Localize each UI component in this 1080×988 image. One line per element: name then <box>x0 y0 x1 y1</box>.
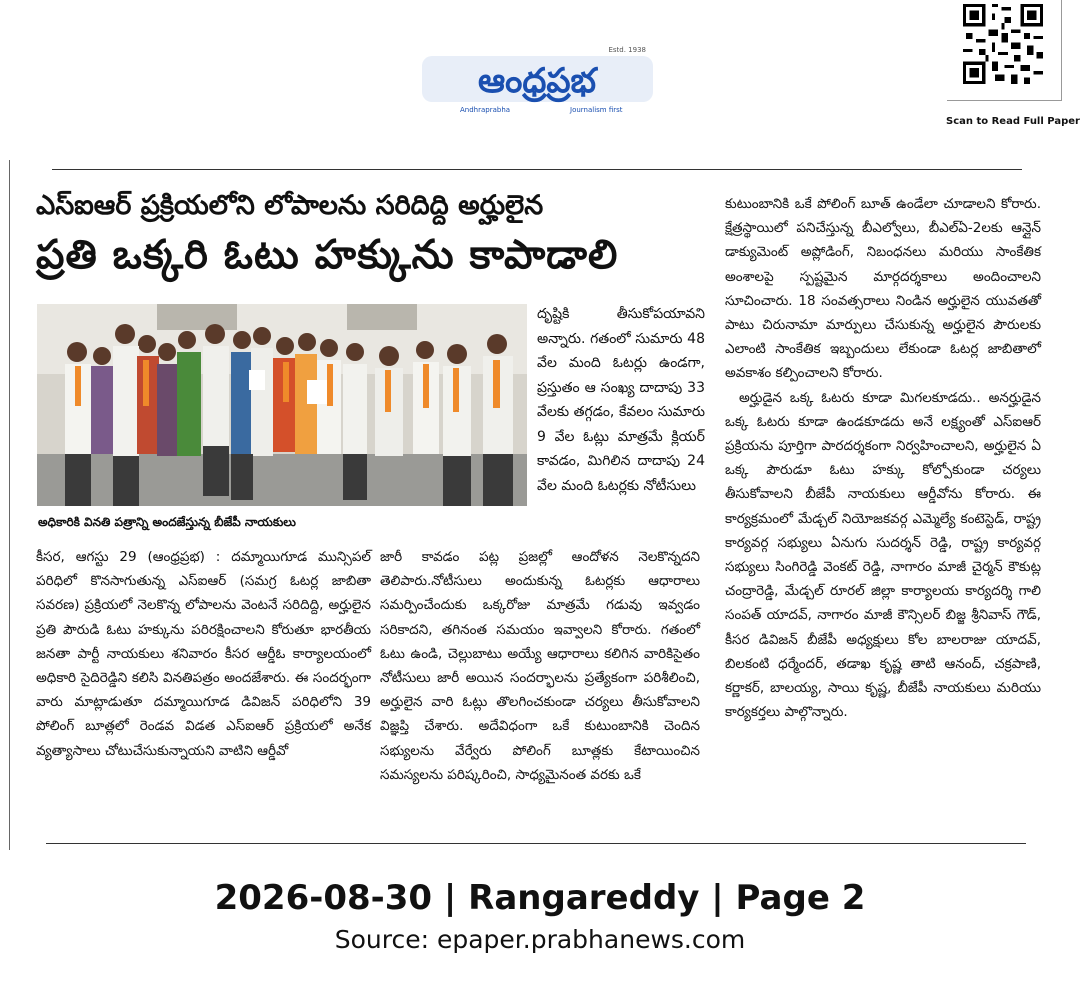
article-paragraph: కుటుంబానికి ఒకే పోలింగ్ బూత్ ఉండేలా చూడాలని కోరారు. క్షేత్రస్థాయిలో పనిచేస్తున్న బీఎల్వోలు, బీఎల్ఏ-2లకు ఆన్లైన్ డాక్యుమెంట్ అప్లోడింగ్, నిబంధనలు మరియు సాంకేతిక అంశాలపై స్పష్టమైన మార్గదర్శకాలు అందించాలని సూచించారు. 18 సంవత్సరాలు నిండిన అర్హులైన యువతతో పాటు చిరునామా మార్పులు చేసుకున్న అర్హులైన పౌరులకు ఎలాంటి సాంకేతిక ఇబ్బందులు లేకుండా ఓటర్ల జాబితాలో అవకాశం కల్పించాలని కోరారు. <box>725 196 1041 382</box>
masthead <box>0 0 1080 150</box>
article-column-1 <box>537 302 705 498</box>
source-line: Source: epaper.prabhanews.com <box>334 925 746 954</box>
edition-date-line: 2026-08-30 | Rangareddy | Page 2 <box>214 878 866 918</box>
article-paragraph: జారీ కావడం పట్ల ప్రజల్లో ఆందోళన నెలకొన్నదని తెలిపారు.నోటీసులు అందుకున్న ఓటర్లకు ఆధారాలు సమర్పించేందుకు ఒక్కరోజు మాత్రమే గడువు ఇవ్వడం సరికాదని, తగినంత సమయం ఇవ్వాలని కోరారు. గతంలో ఓటు ఉండి, చెల్లుబాటు అయ్యే ఆధారాలు కలిగిన వారికిసైతం నోటీసులు జారీ అయిన సందర్భాలను ప్రత్యేకంగా పరిశీలించి, అర్హులైన వారి ఓట్లు తొలగించకుండా చర్యలు తీసుకోవాలని విజ్ఞప్తి చేశారు. అదేవిధంగా ఒకే కుటుంబానికి చెందిన సభ్యులను వేర్వేరు పోలింగ్ బూత్లకు కేటాయించిన సమస్యలను పరిష్కరించి, సాధ్యమైనంత వరకు ఒకే <box>380 549 700 783</box>
article-paragraph: అర్హుడైన ఒక్క ఓటరు కూడా మిగలకూడదు.. అనర్హుడైన ఒక్క ఓటరు కూడా ఉండకూడదు అనే లక్ష్యంతో ఎస్ఐఆర్ ప్రక్రియను పూర్తిగా పారదర్శకంగా నిర్వహించాలని, అర్హులైన ఏ ఒక్క పౌరుడూ ఓటు హక్కు కోల్పోకుండా చర్యలు తీసుకోవాలని బీజేపీ నాయకులు ఆర్డీవోను కోరారు. ఈ కార్యక్రమంలో మేడ్చల్ నియోజకవర్గ ఎమ్మెల్యే కంటెస్టెడ్, రాష్ట్ర కార్యవర్గ సభ్యులు ఏనుగు సుదర్శన్ రెడ్డి, రాష్ట్ర కార్యవర్గ సభ్యులు సింగిరెడ్డి వెంకట్ రెడ్డి, నాగారం మాజీ చైర్మన్ కౌకుట్ల చంద్రారెడ్డి, మేడ్చల్ రూరల్ జిల్లా కార్యాలయ కార్యదర్శి గాలి సంపత్ యాదవ్, నాగారం మాజీ కౌన్సిలర్ బిజ్జ శ్రీనివాస్ గౌడ్, కీసర డివిజన్ బీజేపీ అధ్యక్షులు కోల బాలరాజు యాదవ్, బిలకంటి ధర్మేందర్, తడాఖ కృష్ణ తాటి ఆనంద్, చక్రపాణి, కర్ణాకర్, బాలయ్య, సాయి కృష్ణ, బీజేపీ నాయకులు మరియు కార్యకర్తలు పాల్గొన్నారు. <box>725 389 1041 721</box>
article-column-3 <box>380 545 700 787</box>
logo-wordmark: ఆంధ్రప్రభ <box>477 61 597 101</box>
top-divider <box>52 169 1022 170</box>
headline-line-1: ఎస్ఐఆర్ ప్రక్రియలోని లోపాలను సరిదిద్ది అర్హులైన <box>36 190 544 221</box>
left-border-line <box>9 160 10 850</box>
article-column-2 <box>36 545 371 763</box>
qr-caption: Scan to Read Full Paper <box>946 116 1080 127</box>
photo-caption: అధికారికి వినతి పత్రాన్ని అందజేస్తున్న బీజేపీ నాయకులు <box>38 515 296 529</box>
logo-established: Estd. 1938 <box>608 46 646 54</box>
qr-code-icon[interactable] <box>963 4 1043 84</box>
article-paragraph: దృష్టికి తీసుకోపయావని అన్నారు. గతంలో సుమారు 48 వేల మంది ఓటర్లు ఉండగా, ప్రస్తుతం ఆ సంఖ్య దాదాపు 33 వేలకు తగ్గడం, కేవలం సుమారు 9 వేల ఓట్లు మాత్రమే క్లియర్ కావడం, మిగిలిన దాదాపు 24 వేల మంది ఓటర్లకు నోటీసులు <box>537 306 705 494</box>
logo-tagline-left: Andhraprabha <box>460 106 511 114</box>
news-photo <box>37 304 527 506</box>
newspaper-logo <box>420 40 655 118</box>
bottom-divider <box>46 843 1026 844</box>
qr-code-panel[interactable] <box>947 0 1062 101</box>
logo-tagline-right: Journalism first <box>570 106 623 114</box>
article-paragraph: కీసర, ఆగస్టు 29 (ఆంధ్రప్రభ) : దమ్మాయిగూడ మున్సిపల్ పరిధిలో కొనసాగుతున్న ఎస్ఐఆర్ (సమగ్ర ఓటర్ల జాబితా సవరణ) ప్రక్రియలో నెలకొన్న లోపాలను వెంటనే సరిదిద్ది, అర్హులైన ప్రతి పౌరుడి ఓటు హక్కును పరిరక్షించాలని కోరుతూ భారతీయ జనతా పార్టీ నాయకులు శనివారం కీసర ఆర్డీఓ కార్యాలయంలో అధికారి సైదిరెడ్డిని కలిసి వినతిపత్రం అందజేశారు. ఈ సందర్భంగా వారు మాట్లాడుతూ దమ్మాయిగూడ డివిజన్ పరిధిలోని 39 పోలింగ్ బూత్లలో రెండవ విడత ఎస్ఐఆర్ ప్రక్రియలో అనేక వ్యత్యాసాలు చోటుచేసుకున్నాయని వాటిని ఆర్డీవో <box>36 549 371 759</box>
headline-line-2: ప్రతి ఒక్కరి ఓటు హక్కును కాపాడాలి <box>36 232 619 278</box>
article-column-4 <box>725 192 1041 724</box>
